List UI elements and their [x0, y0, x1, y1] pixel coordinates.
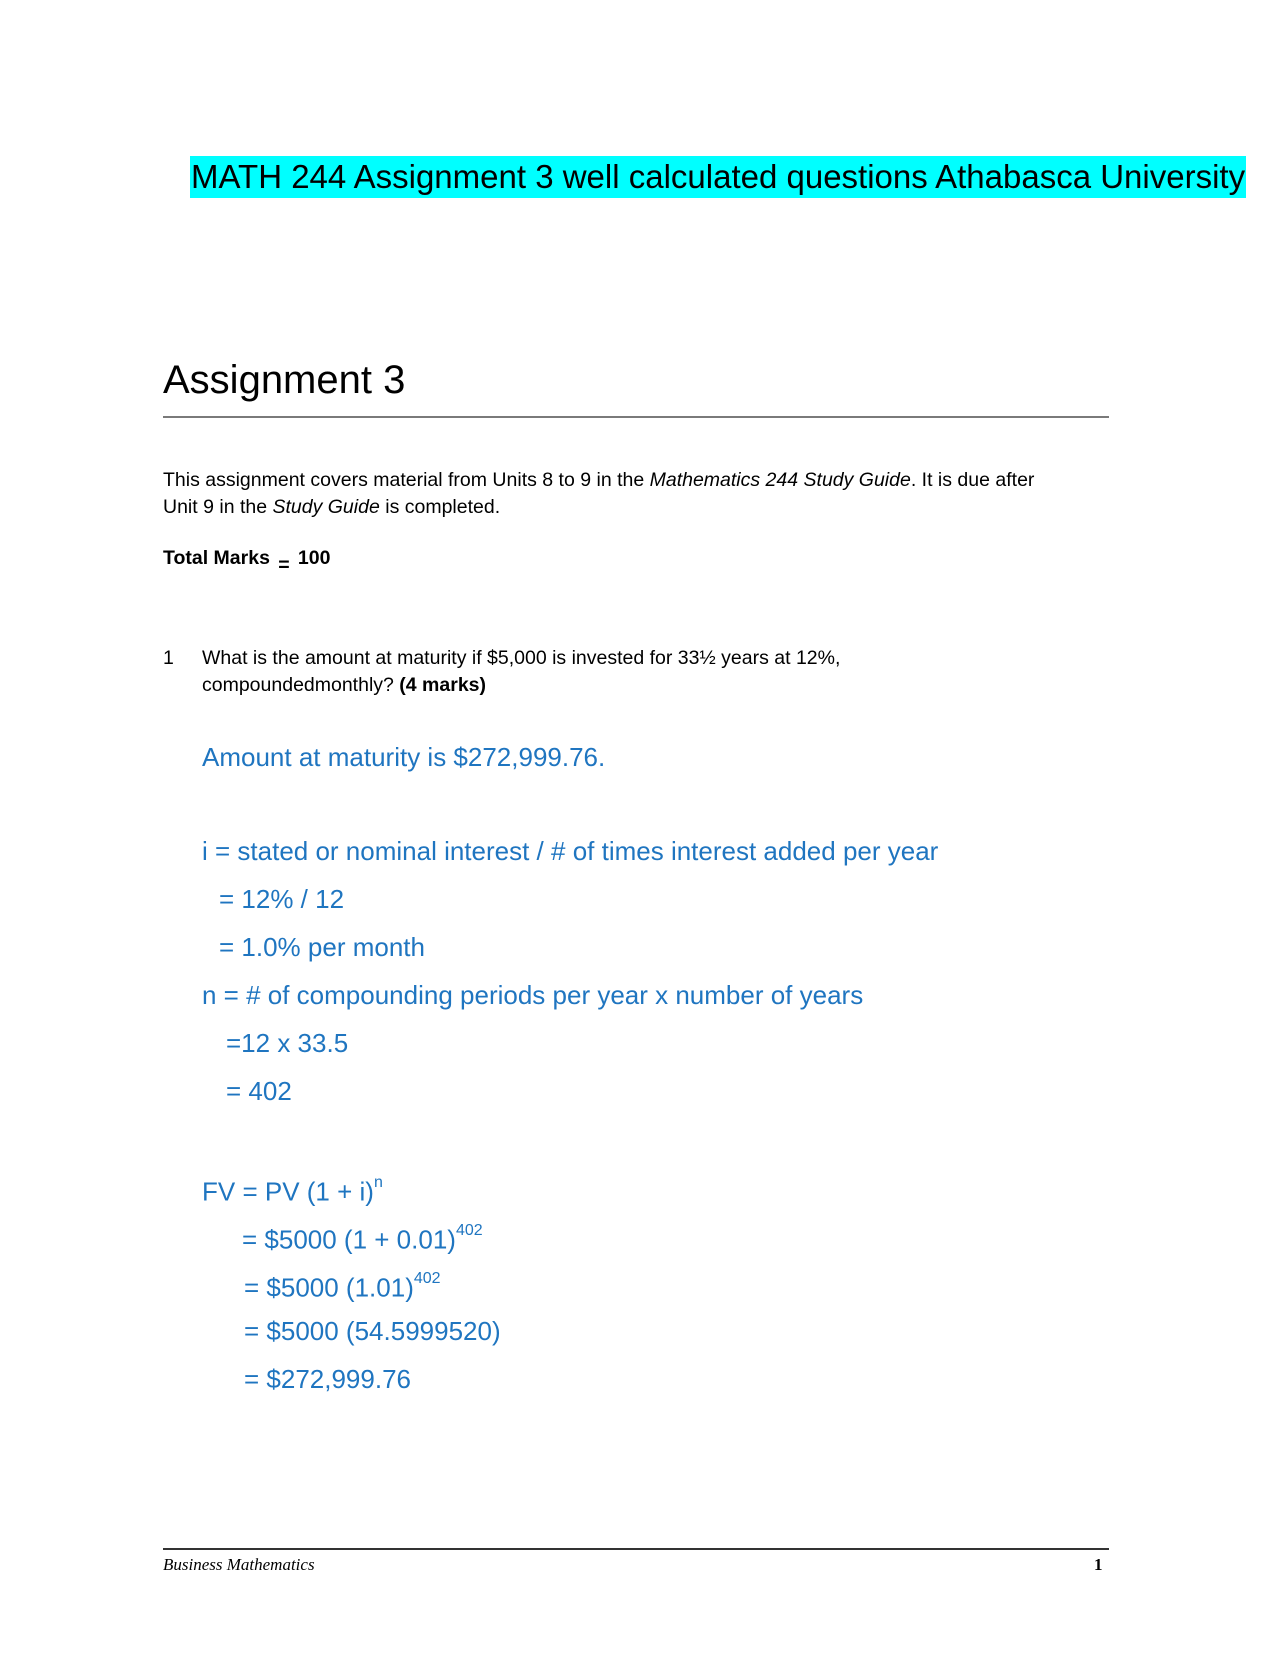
question-line-1: What is the amount at maturity if $5,000 is invested for 33½ years at 12%, [202, 647, 841, 669]
n-step-1: =12 x 33.5 [226, 1028, 349, 1058]
i-step-2: = 1.0% per month [219, 932, 425, 962]
fv-step-1 [242, 1218, 483, 1257]
question-text: compoundedmonthly? [202, 674, 400, 696]
study-guide-title: Mathematics 244 Study Guide [649, 469, 911, 491]
intro-text: . It is due after [910, 469, 1035, 491]
i-definition: i = stated or nominal interest / # of times interest added per year [202, 836, 939, 866]
study-guide-ref: Study Guide [272, 496, 380, 518]
footer-divider [163, 1548, 1109, 1550]
i-step-1: = 12% / 12 [219, 884, 345, 914]
fv-step-3: = $5000 (54.5999520) [244, 1316, 501, 1346]
total-marks [163, 545, 331, 576]
fv-step-2-text: = $5000 (1.01) [244, 1272, 414, 1303]
question-number: 1 [163, 647, 174, 669]
footer-title: Business Mathematics [163, 1555, 315, 1574]
fv-formula-text: FV = PV (1 + i) [202, 1176, 374, 1207]
answer-summary: Amount at maturity is $272,999.76. [202, 742, 606, 772]
page-title: Assignment 3 [163, 358, 406, 402]
intro-line-2 [163, 494, 500, 521]
question-line-2 [202, 672, 486, 699]
fv-step-1-exponent: 402 [455, 1222, 483, 1239]
n-definition: n = # of compounding periods per year x number of years [202, 980, 864, 1010]
total-marks-value: 100 [297, 547, 331, 569]
fv-formula [202, 1170, 383, 1209]
intro-text: This assignment covers material from Units 8 to 9 in the [163, 469, 650, 491]
fv-step-4: = $272,999.76 [244, 1364, 411, 1394]
intro-text: Unit 9 in the [163, 496, 273, 518]
intro-text: is completed. [379, 496, 501, 518]
fv-step-2-exponent: 402 [413, 1270, 441, 1287]
heading-divider [163, 416, 1109, 418]
total-marks-sign: = [278, 554, 290, 576]
total-marks-label: Total Marks [163, 547, 270, 569]
fv-step-1-text: = $5000 (1 + 0.01) [242, 1224, 456, 1255]
question-marks: (4 marks) [399, 674, 487, 696]
page-number: 1 [1094, 1555, 1103, 1574]
fv-step-2 [244, 1266, 441, 1305]
highlighted-title: MATH 244 Assignment 3 well calculated questions Athabasca University [190, 156, 1246, 198]
fv-formula-exponent: n [373, 1174, 383, 1191]
n-step-2: = 402 [226, 1076, 292, 1106]
intro-line-1 [163, 467, 1034, 494]
